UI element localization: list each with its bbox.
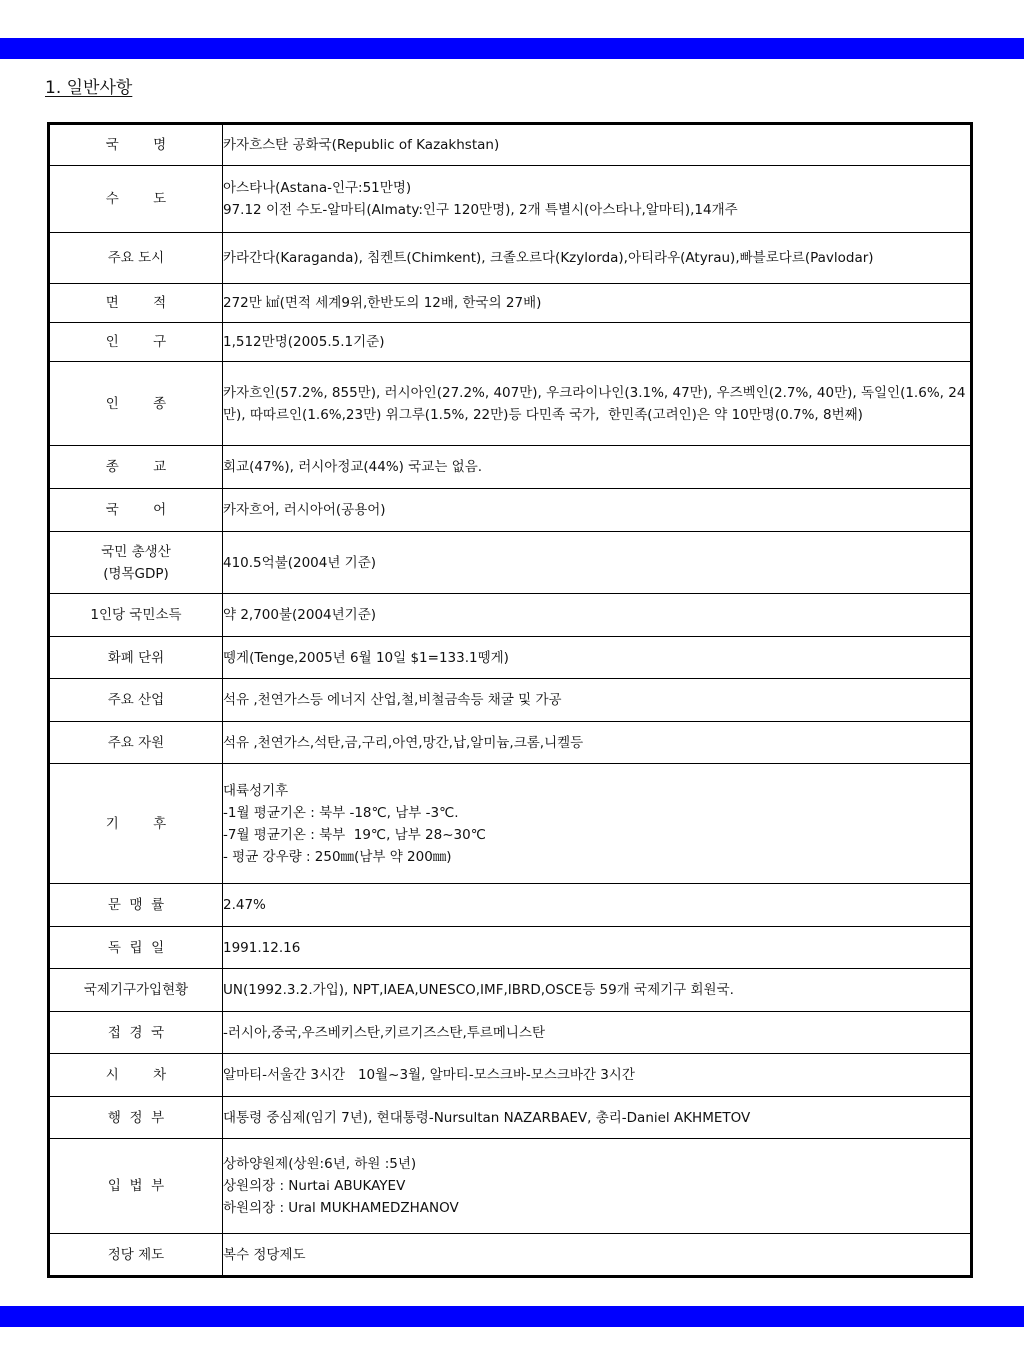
row-label-line: 접 경 국 [107, 1024, 165, 1041]
row-label [49, 233, 223, 284]
row-label-line: 국민 총생산 [101, 543, 171, 560]
row-label [49, 969, 223, 1012]
table-row [49, 637, 972, 679]
row-label-line: 국 어 [105, 502, 167, 518]
row-value [223, 323, 972, 362]
row-label [49, 594, 223, 637]
row-label [49, 722, 223, 764]
top-blue-band [0, 38, 1024, 59]
row-value [223, 1234, 972, 1277]
row-value [223, 124, 972, 166]
row-label [49, 532, 223, 594]
table-row [49, 124, 972, 166]
row-label-line: 행 정 부 [107, 1109, 165, 1126]
row-value-line: 272만 ㎢(면적 세계9위,한반도의 12배, 한국의 27배) [223, 295, 542, 311]
section-title: 1. 일반사항 [45, 78, 133, 98]
table-row [49, 884, 972, 927]
row-label-line: 인 구 [105, 334, 167, 350]
row-value [223, 679, 972, 722]
table-row [49, 1097, 972, 1139]
table-row [49, 679, 972, 722]
row-label [49, 679, 223, 722]
table-row [49, 446, 972, 489]
row-label-line: (명목GDP) [103, 565, 169, 582]
row-value-line: 대륙성기후 [223, 782, 289, 799]
row-label [49, 927, 223, 969]
row-value-line: -1월 평균기온 : 북부 -18℃, 남부 -3℃. [223, 804, 459, 821]
table-row [49, 362, 972, 446]
row-label-line: 주요 자원 [107, 734, 165, 751]
table-row [49, 722, 972, 764]
row-value-line: 알마티-서울간 3시간 10월~3월, 알마티-모스크바-모스크바간 3시간 [223, 1067, 635, 1083]
row-label-line: 주요 도시 [107, 250, 165, 266]
row-value [223, 722, 972, 764]
table-row [49, 764, 972, 884]
row-value-line: 410.5억불(2004년 기준) [223, 554, 377, 571]
row-label [49, 1234, 223, 1277]
row-label-line: 입 법 부 [107, 1178, 165, 1194]
row-value [223, 166, 972, 233]
row-value-line: 1991.12.16 [223, 939, 301, 956]
row-label [49, 1139, 223, 1234]
table-row [49, 489, 972, 532]
table-row [49, 284, 972, 323]
table-row [49, 927, 972, 969]
row-label [49, 1097, 223, 1139]
table-row [49, 1139, 972, 1234]
table-row [49, 323, 972, 362]
row-value [223, 884, 972, 927]
row-value-line: 97.12 이전 수도-알마티(Almaty:인구 120만명), 2개 특별시(아스타나,알마티),14개주 [223, 202, 738, 218]
row-value-line: 석유 ,천연가스등 에너지 산업,철,비철금속등 채굴 및 가공 [223, 692, 562, 708]
row-value-line: 2.47% [223, 897, 266, 913]
row-value-line: - 평균 강우량 : 250㎜(남부 약 200㎜) [223, 848, 452, 865]
table-row [49, 594, 972, 637]
row-label [49, 489, 223, 532]
table-row [49, 1054, 972, 1097]
table-row [49, 1234, 972, 1277]
row-label-line: 문 맹 률 [107, 897, 165, 913]
table-row [49, 532, 972, 594]
row-value-line: 카자흐인(57.2%, 855만), 러시아인(27.2%, 407만), 우크라이나인(3.1%, 47만), 우즈벡인(2.7%, 40만), 독일인(1.6%, 24만), 따따르인(1.6%,23만) 위그루(1.5%, 22만)등 다민족 국가, 한민족(고려인)은 약 10만명(0.7%, 8번째) [223, 384, 966, 423]
row-value [223, 362, 972, 446]
row-value-line: 상원의장 : Nurtai ABUKAYEV [223, 1178, 406, 1194]
row-label-line: 독 립 일 [107, 939, 165, 956]
row-value [223, 446, 972, 489]
table-row [49, 969, 972, 1012]
row-label [49, 1012, 223, 1054]
row-value [223, 489, 972, 532]
row-value-line: UN(1992.3.2.가입), NPT,IAEA,UNESCO,IMF,IBRD,OSCE등 59개 국제기구 회원국. [223, 982, 734, 998]
row-value-line: 복수 정당제도 [223, 1246, 306, 1263]
row-label-line: 국제기구가입현황 [83, 982, 189, 998]
row-value-line: 아스타나(Astana-인구:51만명) [223, 180, 412, 196]
row-value-line: 뗑게(Tenge,2005년 6월 10일 $1=133.1뗑게) [223, 649, 509, 666]
row-label [49, 446, 223, 489]
row-label [49, 637, 223, 679]
row-value [223, 637, 972, 679]
row-label [49, 1054, 223, 1097]
row-value-line: 약 2,700불(2004년기준) [223, 607, 377, 623]
row-label-line: 인 종 [105, 395, 167, 412]
row-value-line: 1,512만명(2005.5.1기준) [223, 334, 385, 350]
row-label [49, 764, 223, 884]
row-label [49, 323, 223, 362]
row-label [49, 166, 223, 233]
row-label [49, 884, 223, 927]
row-value-line: -7월 평균기온 : 북부 19℃, 남부 28~30℃ [223, 826, 486, 843]
row-value-line: 카자흐스탄 공화국(Republic of Kazakhstan) [223, 137, 500, 153]
row-value [223, 1012, 972, 1054]
row-value-line: 하원의장 : Ural MUKHAMEDZHANOV [223, 1200, 459, 1216]
row-label-line: 기 후 [105, 815, 167, 832]
country-info-table [47, 122, 973, 1278]
row-value [223, 969, 972, 1012]
row-label [49, 124, 223, 166]
bottom-blue-band [0, 1306, 1024, 1327]
row-value-line: -러시아,중국,우즈베키스탄,키르기즈스탄,투르메니스탄 [223, 1024, 545, 1041]
row-value [223, 284, 972, 323]
row-label-line: 수 도 [105, 191, 167, 207]
row-value [223, 594, 972, 637]
table-row [49, 166, 972, 233]
row-label [49, 284, 223, 323]
row-label-line: 시 차 [105, 1067, 167, 1083]
table-row [49, 1012, 972, 1054]
row-label-line: 종 교 [105, 459, 167, 475]
row-value-line: 상하양원제(상원:6년, 하원 :5년) [223, 1156, 417, 1172]
row-value [223, 1054, 972, 1097]
row-value-line: 카라간다(Karaganda), 침켄트(Chimkent), 크졸오르다(Kzylorda),아티라우(Atyrau),빠블로다르(Pavlodar) [223, 250, 874, 266]
row-label-line: 국 명 [105, 137, 167, 153]
row-value [223, 927, 972, 969]
row-label-line: 면 적 [105, 295, 167, 311]
row-value [223, 1139, 972, 1234]
country-info-table-body [49, 124, 972, 1277]
row-value [223, 764, 972, 884]
row-value [223, 532, 972, 594]
table-row [49, 233, 972, 284]
row-label-line: 화폐 단위 [107, 649, 165, 666]
row-label-line: 정당 제도 [107, 1246, 165, 1263]
row-label-line: 주요 산업 [107, 692, 165, 708]
row-label-line: 1인당 국민소득 [90, 607, 182, 623]
row-value-line: 석유 ,천연가스,석탄,금,구리,아연,망간,납,알미늄,크롬,니켈등 [223, 734, 584, 751]
row-value [223, 1097, 972, 1139]
row-value-line: 카자흐어, 러시아어(공용어) [223, 502, 386, 518]
row-value [223, 233, 972, 284]
row-value-line: 대통령 중심제(임기 7년), 현대통령-Nursultan NAZARBAEV, 총리-Daniel AKHMETOV [223, 1109, 751, 1126]
row-label [49, 362, 223, 446]
row-value-line: 회교(47%), 러시아정교(44%) 국교는 없음. [223, 459, 483, 475]
